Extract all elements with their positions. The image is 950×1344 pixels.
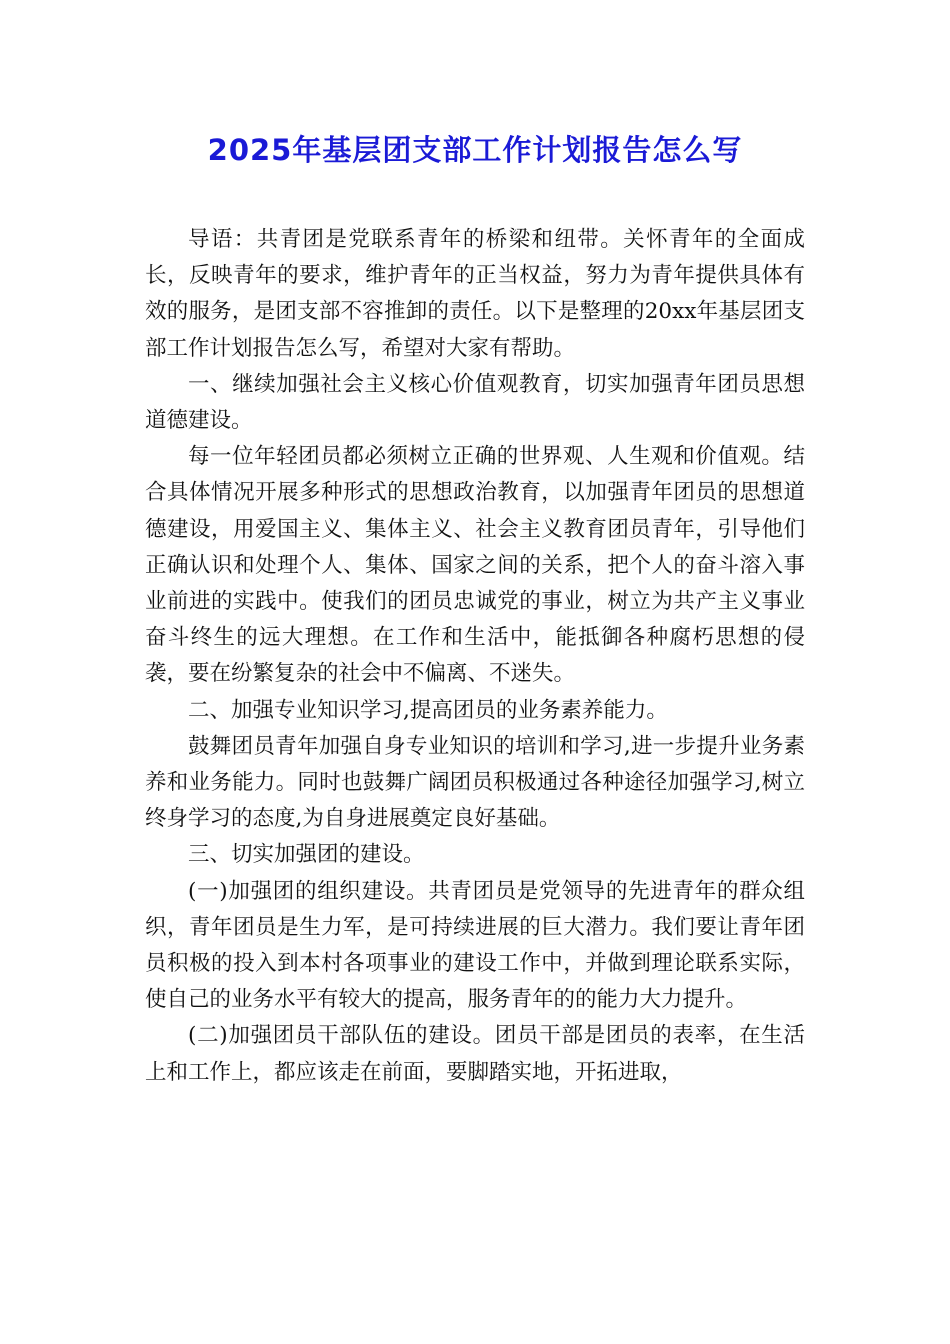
subsection-1-paragraph: (一)加强团的组织建设。共青团员是党领导的先进青年的群众组织，青年团员是生力军，是可持续进展的巨大潜力。我们要让青年团员积极的投入到本村各项事业的建设工作中，并做到理论联系实际，使自己的业务水平有较大的提高，服务青年的的能力大力提升。 bbox=[145, 878, 805, 1013]
subsection-2-paragraph: (二)加强团员干部队伍的建设。团员干部是团员的表率，在生活上和工作上，都应该走在前面，要脚踏实地，开拓进取， bbox=[145, 1023, 805, 1085]
document-body bbox=[145, 222, 805, 1091]
section-heading-3: 三、切实加强团的建设。 bbox=[188, 842, 425, 868]
document-title: 2025年基层团支部工作计划报告怎么写 bbox=[207, 133, 743, 167]
section-heading-1: 一、继续加强社会主义核心价值观教育，切实加强青年团员思想道德建设。 bbox=[145, 371, 805, 434]
section-heading-2: 二、加强专业知识学习,提高团员的业务素养能力。 bbox=[188, 697, 668, 723]
section-1-paragraph: 每一位年轻团员都必须树立正确的世界观、人生观和价值观。结合具体情况开展多种形式的思想政治教育，以加强青年团员的思想道德建设，用爱国主义、集体主义、社会主义教育团员青年，引导他们正确认识和处理个人、集体、国家之间的关系，把个人的奋斗溶入事业前进的实践中。使我们的团员忠诚党的事业，树立为共产主义事业奋斗终生的远大理想。在工作和生活中，能抵御各种腐朽思想的侵袭，要在纷繁复杂的社会中不偏离、不迷失。 bbox=[145, 444, 805, 687]
section-2-paragraph: 鼓舞团员青年加强自身专业知识的培训和学习,进一步提升业务素养和业务能力。同时也鼓舞广阔团员积极通过各种途径加强学习,树立终身学习的态度,为自身进展奠定良好基础。 bbox=[145, 733, 805, 832]
intro-paragraph: 导语：共青团是党联系青年的桥梁和纽带。关怀青年的全面成长，反映青年的要求，维护青年的正当权益，努力为青年提供具体有效的服务，是团支部不容推卸的责任。以下是整理的20xx年基层团支部工作计划报告怎么写，希望对大家有帮助。 bbox=[145, 227, 805, 361]
